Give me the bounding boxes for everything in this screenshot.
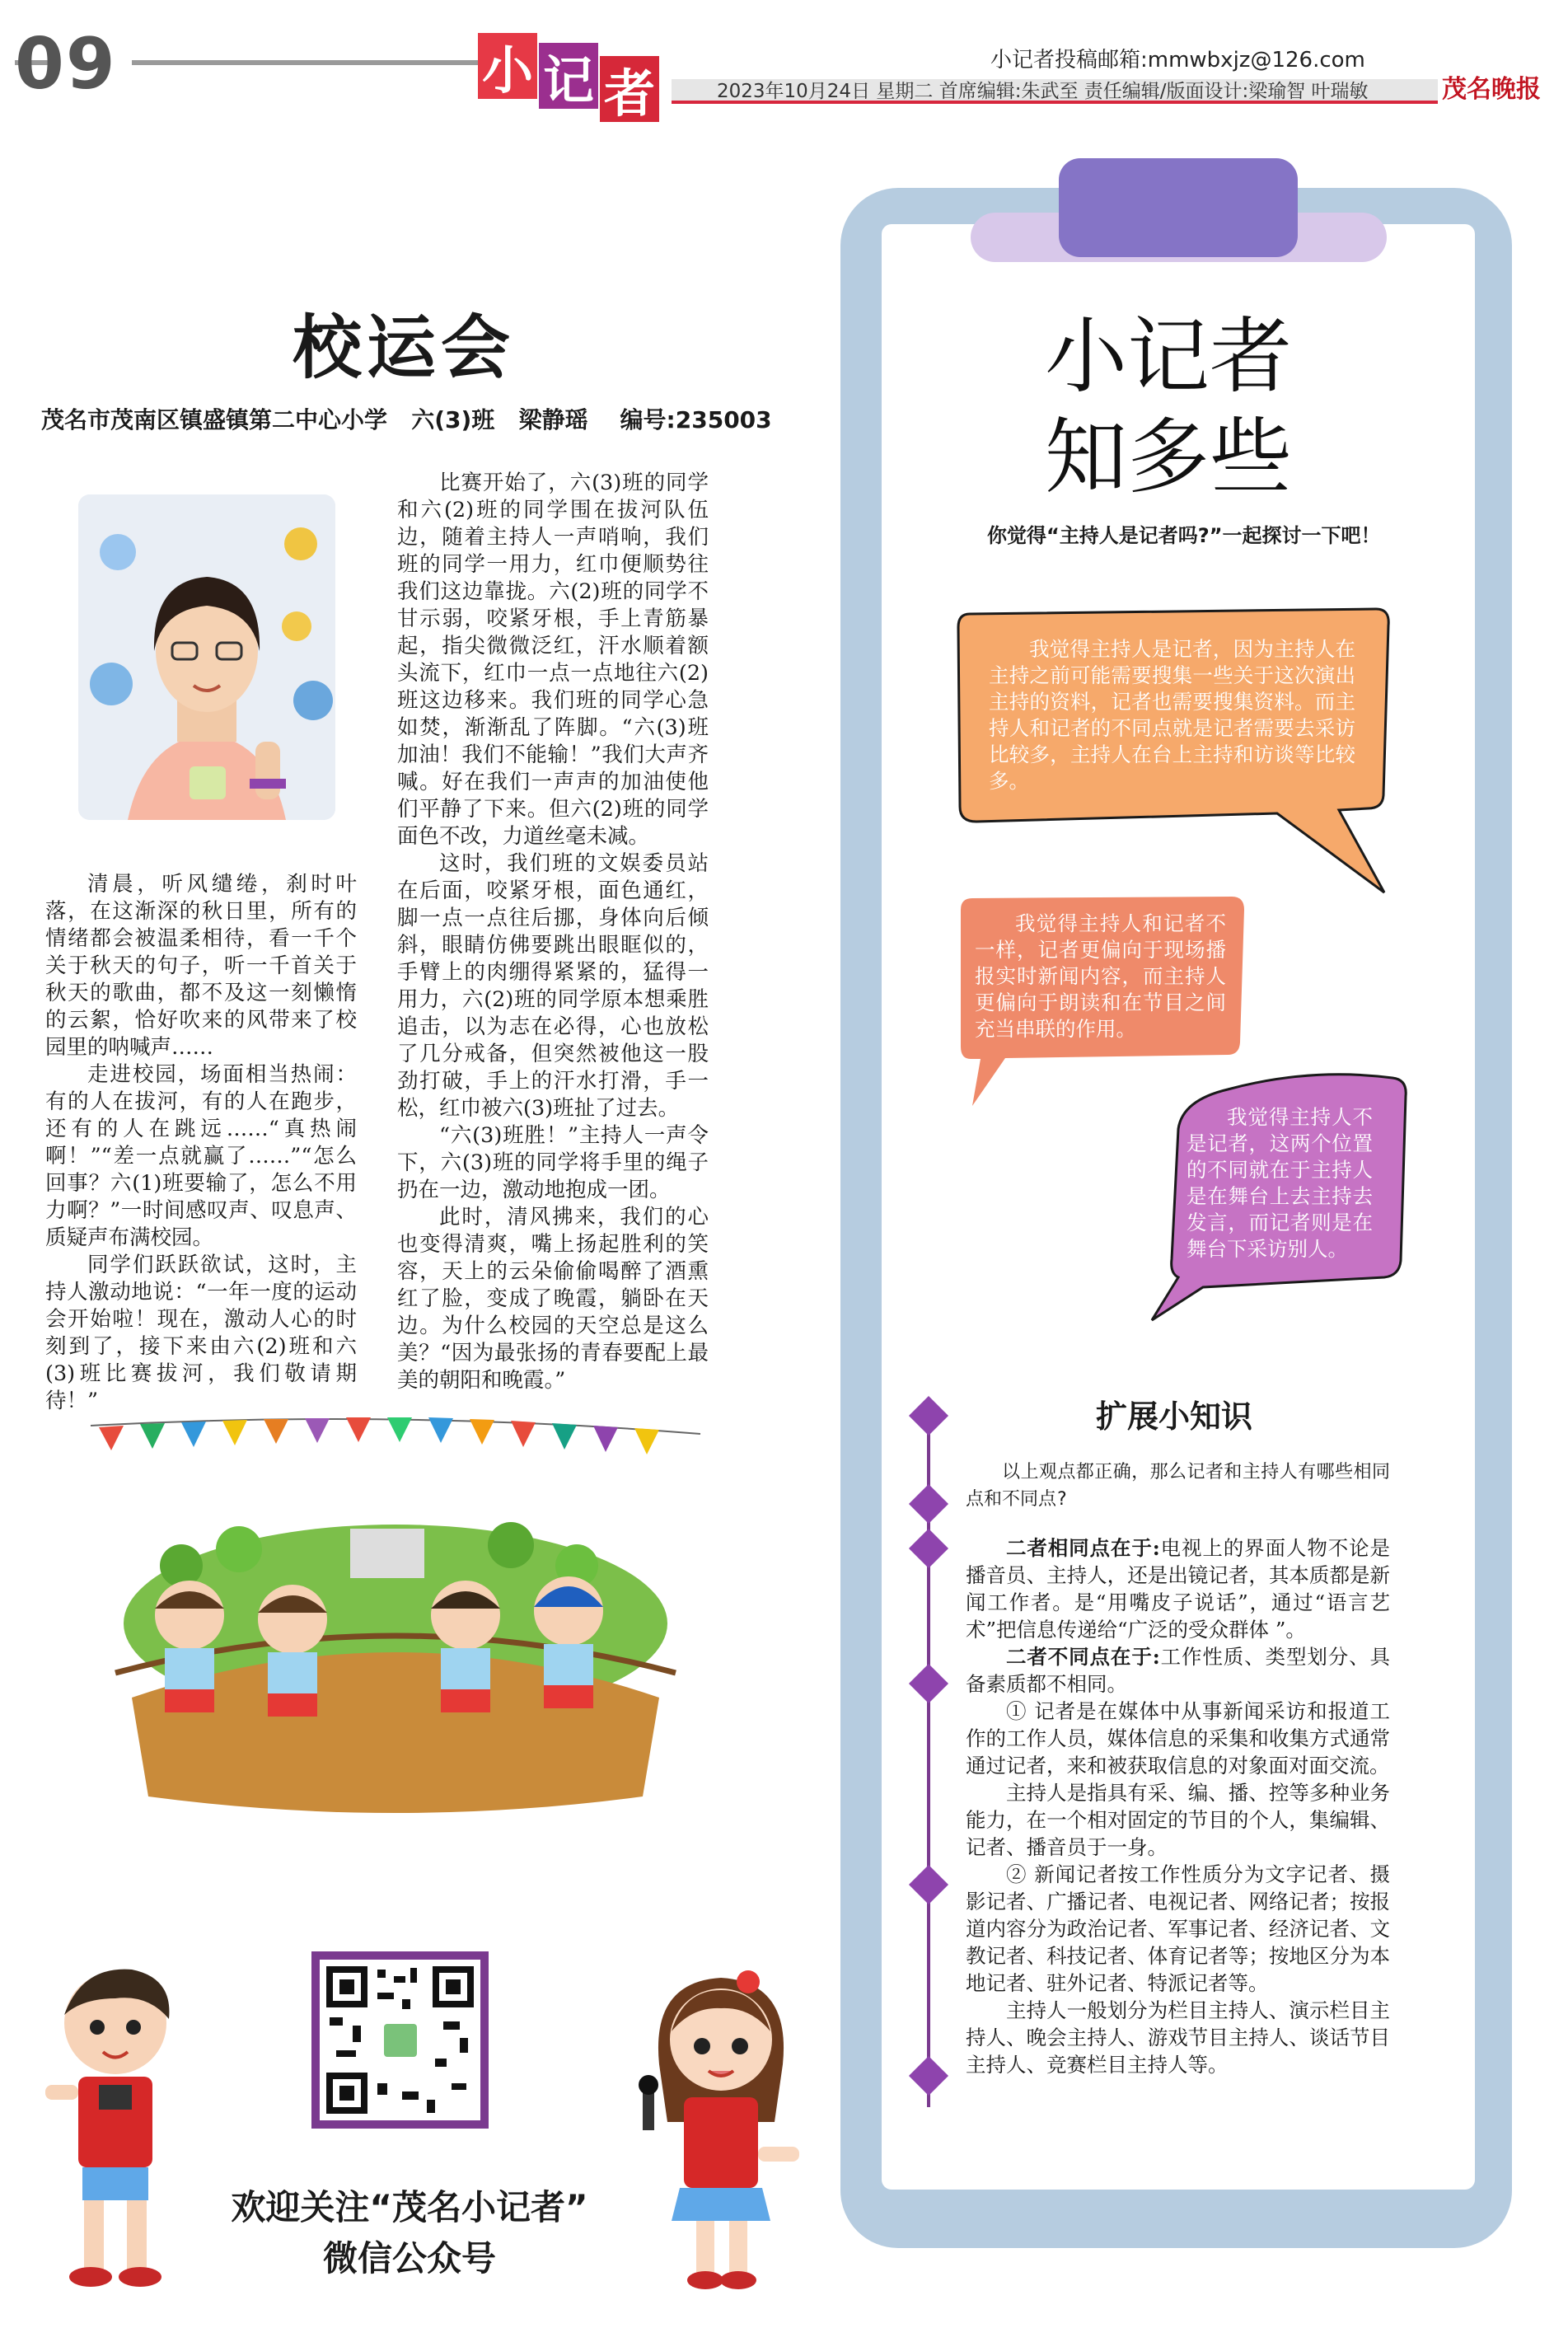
boy-reporter-illustration — [33, 1949, 198, 2295]
panel-title — [1045, 307, 1292, 508]
knowledge-point: 主持人一般划分为栏目主持人、演示栏目主持人、晚会主持人、游戏节目主持人、谈话节目主持人、竞赛栏目主持人等。 — [966, 1998, 1390, 2077]
knowledge-point: ② 新闻记者按工作性质分为文字记者、摄影记者、广播记者、电视记者、网络记者；按报道内容分为政治记者、军事记者、经济记者、文教记者、科技记者、体育记者等；按地区分为本地记者、驻外记者、特派记者等。 — [966, 1862, 1390, 1995]
panel-title-line-1: 小记者 — [1045, 308, 1292, 405]
panel-subtitle: 你觉得“主持人是记者吗?”一起探讨一下吧！ — [987, 524, 1381, 547]
article-paragraph: “六(3)班胜！”主持人一声令下，六(3)班的同学将手里的绳子扔在一边，激动地抱成一团。 — [397, 1123, 709, 1202]
extended-knowledge-body — [966, 1459, 1390, 2078]
article-column-2 — [397, 470, 709, 1394]
bubble-3-text — [1187, 1104, 1373, 1262]
bubble-1-text — [989, 636, 1355, 794]
follow-wechat-text — [216, 2182, 603, 2284]
date-editor-line: 2023年10月24日 星期二 首席编辑:朱武至 责任编辑/版面设计:梁瑜智 叶瑞敏 — [672, 79, 1541, 104]
girl-reporter-illustration — [626, 1957, 816, 2295]
tug-of-war-illustration — [82, 1401, 709, 1829]
knowledge-diff — [966, 1643, 1390, 1698]
section-logo-char-3: 者 — [600, 56, 659, 122]
knowledge-same-label: 二者相同点在于: — [1006, 1536, 1160, 1560]
extended-knowledge-title: 扩展小知识 — [1096, 1398, 1253, 1435]
article-paragraph: 比赛开始了，六(3)班的同学和六(2)班的同学围在拔河队伍边，随着主持人一声哨响，我们班的同学一用力，红巾便顺势往我们这边靠拢。六(2)班的同学不甘示弱，咬紧牙根，手上青筋暴起，指尖微微泛红，汗水顺着额头流下，红巾一点一点地往六(2)班这边移来。我们班的同学心急如焚，渐渐乱了阵脚。“六(3)班加油！我们不能输！”我们大声齐喊。好在我们一声声的加油使他们平静了下来。但六(2)班的同学面色不改，力道丝毫未减。 — [397, 471, 709, 849]
panel-tab-front — [1059, 158, 1298, 257]
knowledge-diff-label: 二者不同点在于: — [1006, 1645, 1160, 1669]
article-paragraph: 清晨，听风缱绻，刹时叶落，在这渐深的秋日里，所有的情绪都会被温柔相待，看一千个关于秋天的句子，听一千首关于秋天的歌曲，都不及这一刻懒惰的云絮，恰好吹来的风带来了校园里的呐喊声…… — [45, 872, 357, 1060]
panel-title-line-2: 知多些 — [1045, 409, 1292, 505]
follow-line-1: 欢迎关注“茂名小记者” — [231, 2187, 588, 2227]
header-rule — [132, 60, 478, 65]
knowledge-point: ① 记者是在媒体中从事新闻采访和报道工作的工作人员，媒体信息的采集和收集方式通常通过记者，来和被获取信息的对象面对面交流。 — [966, 1699, 1390, 1778]
bubble-3-paragraph: 我觉得主持人不是记者，这两个位置的不同就在于主持人是在舞台上去主持去发言，而记者则是在舞台下采访别人。 — [1187, 1105, 1373, 1261]
brand-logo: 茂名晚报 — [1438, 74, 1545, 105]
bubble-1-paragraph: 我觉得主持人是记者，因为主持人在主持之前可能需要搜集一些关于这次演出主持的资料，记者也需要搜集资料。而主持人和记者的不同点就是记者需要去采访比较多，主持人在台上主持和访谈等比较多。 — [989, 637, 1355, 793]
article-paragraph: 同学们跃跃欲试，这时，主持人激动地说：“一年一度的运动会开始啦！现在，激动人心的时刻到了，接下来由六(2)班和六(3)班比赛拔河，我们敬请期待！” — [45, 1253, 357, 1413]
submission-email: 小记者投稿邮箱:mmwbxjz@126.com — [990, 48, 1365, 73]
author-photo — [78, 494, 335, 820]
article-title: 校运会 — [293, 307, 516, 388]
article-byline: 茂名市茂南区镇盛镇第二中心小学 六(3)班 梁静瑶 编号:235003 — [41, 406, 772, 433]
follow-line-2: 微信公众号 — [322, 2238, 496, 2279]
knowledge-same-text: 电视上的界面人物不论是播音员、主持人，还是出镜记者，其本质都是新闻工作者。是“用嘴皮子说话”，通过“语言艺术”把信息传递给“广泛的受众群体 ”。 — [966, 1536, 1390, 1642]
page-number: 09 — [15, 23, 117, 105]
article-paragraph: 走进校园，场面相当热闹：有的人在拔河，有的人在跑步，还有的人在跳远……“真热闹啊！”“差一点就赢了……”“怎么回事？六(1)班要输了，怎么不用力啊？”一时间感叹声、叹息声、质疑声布满校园。 — [45, 1062, 357, 1250]
knowledge-intro: 以上观点都正确，那么记者和主持人有哪些相同点和不同点? — [966, 1462, 1390, 1510]
wechat-qr-code[interactable] — [311, 1951, 489, 2129]
knowledge-point: 主持人是指具有采、编、播、控等多种业务能力，在一个相对固定的节目的个人，集编辑、记者、播音员于一身。 — [966, 1781, 1390, 1859]
section-logo-char-2: 记 — [539, 43, 598, 109]
knowledge-diff-text: 工作性质、类型划分、具备素质都不相同。 — [966, 1645, 1390, 1696]
bubble-2-paragraph: 我觉得主持人和记者不一样，记者更偏向于现场播报实时新闻内容，而主持人更偏向于朗读和在节目之间充当串联的作用。 — [975, 911, 1226, 1041]
article-paragraph: 这时，我们班的文娱委员站在后面，咬紧牙根，面色通红，脚一点一点往后挪，身体向后倾斜，眼睛仿佛要跳出眼眶似的，手臂上的肉绷得紧紧的，猛得一用力，六(2)班的同学原本想乘胜追击，以为志在必得，心也放松了几分戒备，但突然被他这一股劲打破，手上的汗水打滑，手一松，红巾被六(3)班扯了过去。 — [397, 851, 709, 1121]
bubble-2-text — [975, 911, 1226, 1042]
knowledge-same — [966, 1534, 1390, 1643]
article-paragraph: 此时，清风拂来，我们的心也变得清爽，嘴上扬起胜利的笑容，天上的云朵偷偷喝醉了酒熏红了脸，变成了晚霞，躺卧在天边。为什么校园的天空总是这么美？“因为最张扬的青春要配上最美的朝阳和晚霞。” — [397, 1205, 709, 1393]
section-logo-char-1: 小 — [478, 33, 537, 99]
article-column-1 — [45, 871, 357, 1415]
